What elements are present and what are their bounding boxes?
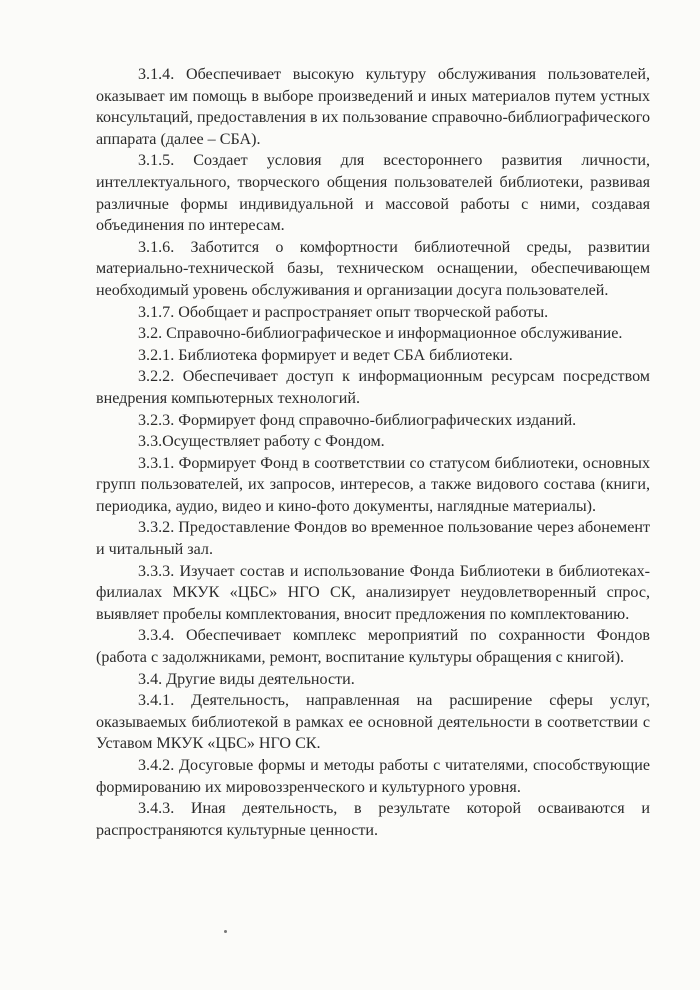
paragraph-3-4-3: 3.4.3. Иная деятельность, в результате которой осваиваются и распространяются культурные ценности. xyxy=(96,800,650,839)
paragraph-3-4-2: 3.4.2. Досуговые формы и методы работы с читателями, способствующие формированию их мировоззренческого и культурного уровня. xyxy=(96,757,650,796)
paragraph-3-4-1: 3.4.1. Деятельность, направленная на расширение сферы услуг, оказываемых библиотекой в рамках ее основной деятельности в соответствии с Уставом МКУК «ЦБС» НГО СК. xyxy=(96,692,650,753)
paragraph-3-3-1: 3.3.1. Формирует Фонд в соответствии со статусом библиотеки, основных групп пользователей, их запросов, интересов, а также видового состава (книги, периодика, аудио, видео и кино-фото документы, наглядные материалы). xyxy=(96,454,650,515)
paragraph-3-3: 3.3.Осуществляет работу с Фондом. xyxy=(138,433,385,451)
paragraph-3-1-6: 3.1.6. Заботится о комфортности библиотечной среды, развитии материально-технической базы, техническом оснащении, обеспечивающем необходимый уровень обслуживания и организации досуга пользователей. xyxy=(96,238,650,299)
paragraph-3-4: 3.4. Другие виды деятельности. xyxy=(138,670,355,688)
paragraph-3-2-3: 3.2.3. Формирует фонд справочно-библиографических изданий. xyxy=(138,411,577,429)
paragraph-3-3-4: 3.3.4. Обеспечивает комплекс мероприятий по сохранности Фондов (работа с задолжниками, ремонт, воспитание культуры обращения с книгой). xyxy=(96,627,650,667)
paragraph-3-3-3: 3.3.3. Изучает состав и использование Фонда Библиотеки в библиотеках-филиалах МКУК «ЦБС» НГО СК, анализирует неудовлетворенный спрос, выявляет пробелы комплектования, вносит предложения по комплектованию. xyxy=(96,562,650,623)
paragraph-3-1-4: 3.1.4. Обеспечивает высокую культуру обслуживания пользователей, оказывает им помощь в выборе произведений и иных материалов путем устных консультаций, предоставления в их пользование справочно-библиографического аппарата (далее – СБА). xyxy=(96,66,650,148)
paragraph-3-1-7: 3.1.7. Обобщает и распространяет опыт творческой работы. xyxy=(138,303,549,321)
scan-speck xyxy=(224,930,227,933)
paragraph-3-3-2: 3.3.2. Предоставление Фондов во временное пользование через абонемент и читальный зал. xyxy=(96,519,650,559)
paragraph-3-2-1: 3.2.1. Библиотека формирует и ведет СБА библиотеки. xyxy=(138,346,513,364)
paragraph-3-2-2: 3.2.2. Обеспечивает доступ к информационным ресурсам посредством внедрения компьютерных технологий. xyxy=(96,368,650,407)
paragraph-3-1-5: 3.1.5. Создает условия для всестороннего развития личности, интеллектуального, творческого общения пользователей библиотеки, развивая различные формы индивидуальной и массовой работы с ними, создавая объединения по интересам. xyxy=(96,152,650,235)
paragraph-3-2: 3.2. Справочно-библиографическое и информационное обслуживание. xyxy=(138,325,623,343)
